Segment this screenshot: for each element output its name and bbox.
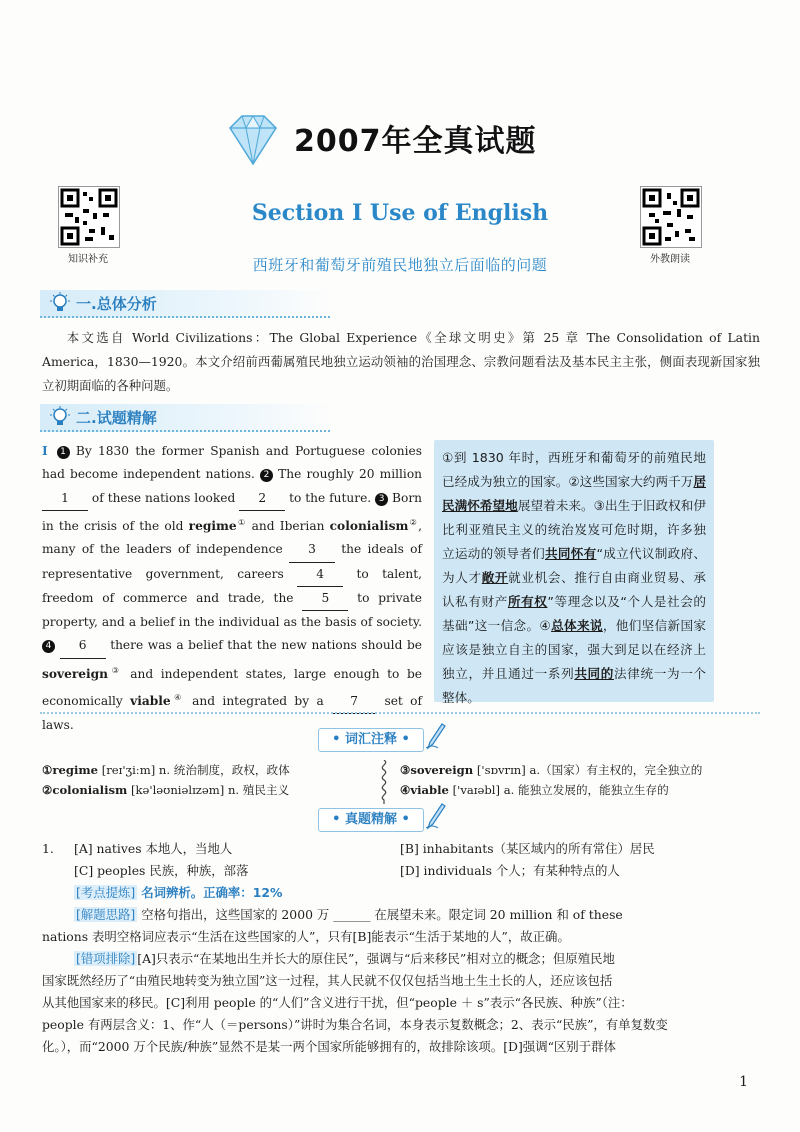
pen-icon: [424, 802, 446, 830]
solution-idea-label: [解题思路]: [76, 907, 136, 922]
key-point-row: [74, 882, 282, 904]
blank-4[interactable]: 4: [297, 563, 343, 587]
wrong-options-label: [错项排除]: [76, 951, 136, 966]
translation-box: [434, 440, 714, 705]
wrong-options-text: [A]只表示“在某地出生并长大的原住民”，强调与“后来移民”相对立的概念；但原殖民地: [137, 951, 615, 966]
solutions-tag: • 真题精解 •: [318, 808, 424, 832]
translation-text: “成立代议制政府、为人才: [442, 546, 707, 585]
footnote-1: ①: [236, 517, 247, 527]
blank-7[interactable]: 7: [331, 690, 377, 714]
sentence-2b: of these nations looked: [91, 490, 236, 505]
translation-keyword: 所有权: [507, 594, 548, 609]
passage-subtitle: 西班牙和葡萄牙前殖民地独立后面临的问题: [252, 256, 548, 274]
vocab-definition: ['sɒvrɪn] a.（国家）有主权的，完全独立的: [476, 763, 703, 777]
option-d[interactable]: [D] individuals 个人；有某种特点的人: [400, 863, 620, 878]
blank-3[interactable]: 3: [289, 538, 335, 562]
keyword-sovereign: sovereign: [42, 666, 109, 681]
translation-text: 法律统一为一个整体。: [442, 666, 707, 705]
analysis-heading-band: [40, 404, 330, 432]
keyword-colonialism: colonialism: [329, 518, 409, 533]
overview-heading: 一.总体分析: [76, 295, 157, 313]
keyword-viable: viable: [130, 694, 171, 709]
sentence-3f: to private property, and a belief in the individual as the basis of society.: [42, 590, 423, 630]
sentence-number: 4: [42, 640, 55, 653]
qr-right-caption: 外教朗读: [650, 254, 690, 265]
vocab-word: ③sovereign: [400, 763, 474, 777]
wrong-options-text: 国家既然经历了“由殖民地转变为独立国”这一过程，其人民就不仅仅包括当地土生土长的人，还应该包括: [42, 973, 613, 988]
overview-text: 本文选自 World Civilizations：The Global Experience《全球文明史》第 25 章 The Consolidation of Latin America，1830—1920。本文介绍前西葡属殖民地独立运动领袖的治国理念、宗教问题看法及基本民主主张，侧面表现新国家独立初期面临的各种问题。: [42, 330, 760, 393]
pen-icon: [424, 722, 446, 750]
blank-2[interactable]: 2: [239, 487, 285, 511]
sentence-3d: the ideals of representative government, careers: [42, 542, 423, 581]
solution-idea-text: 空格句指出，这些国家的 2000 万 ______ 在展望未来。限定词 20 million 和 of these: [141, 907, 623, 922]
sentence-3e: to talent, freedom of commerce and trade, the: [42, 566, 422, 605]
key-point-label: [考点提炼]: [76, 885, 136, 900]
vocab-definition: [kə'ləʊniəlɪzəm] n. 殖民主义: [130, 783, 290, 797]
vocab-3: [400, 760, 702, 780]
wrong-options-text: people 有两层含义：1、作“人（＝persons）”讲时为集合名词，本身表示复数概念；2、表示“民族”，有单复数变: [42, 1017, 668, 1032]
sentence-4b: and independent states, large enough to be economically: [42, 666, 423, 709]
vocab-tag: • 词汇注释 •: [318, 728, 424, 752]
blank-5[interactable]: 5: [302, 587, 348, 611]
paragraph-roman: Ⅰ: [42, 444, 51, 458]
lightbulb-icon: [48, 292, 72, 314]
title-row: [0, 110, 800, 166]
vocab-word: ①regime: [42, 763, 99, 777]
key-point-text: 名词辨析。正确率：12%: [141, 885, 283, 900]
sentence-2c: to the future.: [289, 490, 372, 505]
lightbulb-icon: [48, 406, 72, 428]
sentence-number: 2: [260, 469, 273, 482]
keyword-regime: regime: [188, 518, 237, 533]
spring-divider-icon: [378, 760, 390, 804]
sentence-3a: Born in the crisis of the old: [42, 490, 423, 533]
translation-keyword: 总体来说: [551, 618, 603, 633]
vocab-definition: [reɪ'ʒiːm] n. 统治制度，政权，政体: [101, 763, 290, 777]
translation-text: ，他们坚信新国家应该是独立自主的国家，强大到足以在经济上独立，并且通过一系列: [442, 618, 707, 681]
diamond-icon: [222, 114, 284, 166]
vocab-1: [42, 760, 290, 780]
section-heading: Section Ⅰ Use of English: [251, 200, 549, 226]
footnote-3: ③: [108, 665, 123, 675]
vocab-word: ②colonialism: [42, 783, 128, 797]
page-number: 1: [739, 1074, 748, 1090]
translation-text: ”等理念以及“个人是社会的基础”这一信念。④: [442, 594, 706, 633]
option-c[interactable]: [C] peoples 民族，种族，部落: [74, 863, 249, 878]
divider: [40, 712, 760, 714]
vocab-definition: ['vaɪəbl] a. 能独立发展的，能独立生存的: [452, 783, 669, 797]
sentence-number: 3: [375, 493, 388, 506]
translation-text: ①到 1830 年时，西班牙和葡萄牙的前殖民地已经成为独立的国家。②这些国家大约两千万: [442, 450, 706, 489]
vocab-2: [42, 780, 289, 800]
translation-text: 就业机会、推行自由商业贸易、承认私有财产: [442, 570, 707, 609]
footnote-4: ④: [170, 693, 185, 703]
blank-1[interactable]: 1: [42, 487, 88, 511]
overview-heading-band: [40, 290, 330, 318]
translation-keyword: 敞开: [481, 570, 509, 585]
option-a[interactable]: [A] natives 本地人，当地人: [74, 841, 233, 856]
translation-keyword: 共同怀有: [545, 546, 597, 561]
wrong-options: [42, 948, 760, 1058]
solution-idea: [42, 904, 760, 948]
wrong-options-text: 化。），而“2000 万个民族/种族”显然不是某一两个国家所能够拥有的，故排除该项。[D]强调“区别于群体: [42, 1039, 616, 1054]
passage-text: [42, 440, 422, 738]
translation-text: 展望着未来。③出生于旧政权和伊比利亚殖民主义的统治岌岌可危时期，许多独立运动的领导者们: [442, 498, 706, 561]
sentence-2a: The roughly 20 million: [278, 467, 423, 482]
sentence-number: 1: [57, 446, 70, 459]
analysis-heading: 二.试题精解: [76, 409, 157, 427]
blank-6[interactable]: 6: [60, 634, 106, 658]
translation-keyword: 居民满怀希望地: [442, 474, 706, 513]
translation-keyword: 共同的: [574, 666, 615, 681]
vocab-4: [400, 780, 669, 800]
solution-idea-text: nations 表明空格词应表示“生活在这些国家的人”，只有[B]能表示“生活于某地的人”，故正确。: [42, 929, 570, 944]
sentence-4d: set of laws.: [42, 694, 423, 733]
option-b[interactable]: [B] inhabitants（某区域内的所有常住）居民: [400, 841, 655, 856]
page-title: 2007年全真试题: [294, 124, 537, 159]
sentence-3c: , many of the leaders of independence: [42, 518, 423, 557]
sentence-4a: there was a belief that the new nations should be: [110, 638, 422, 653]
qr-left-caption: 知识补充: [68, 254, 108, 265]
sentence-3b: and Iberian: [251, 518, 325, 533]
sentence-1: By 1830 the former Spanish and Portuguese colonies had become independent nations.: [42, 444, 423, 482]
wrong-options-text: 从其他国家来的移民。[C]利用 people 的“人们”含义进行干扰，但“people ＋ s”表示“各民族、种族”（注：: [42, 995, 633, 1010]
question-number: 1.: [42, 841, 54, 856]
footnote-2: ②: [408, 517, 419, 527]
sentence-4c: and integrated by a: [192, 694, 324, 709]
vocab-word: ④viable: [400, 783, 449, 797]
